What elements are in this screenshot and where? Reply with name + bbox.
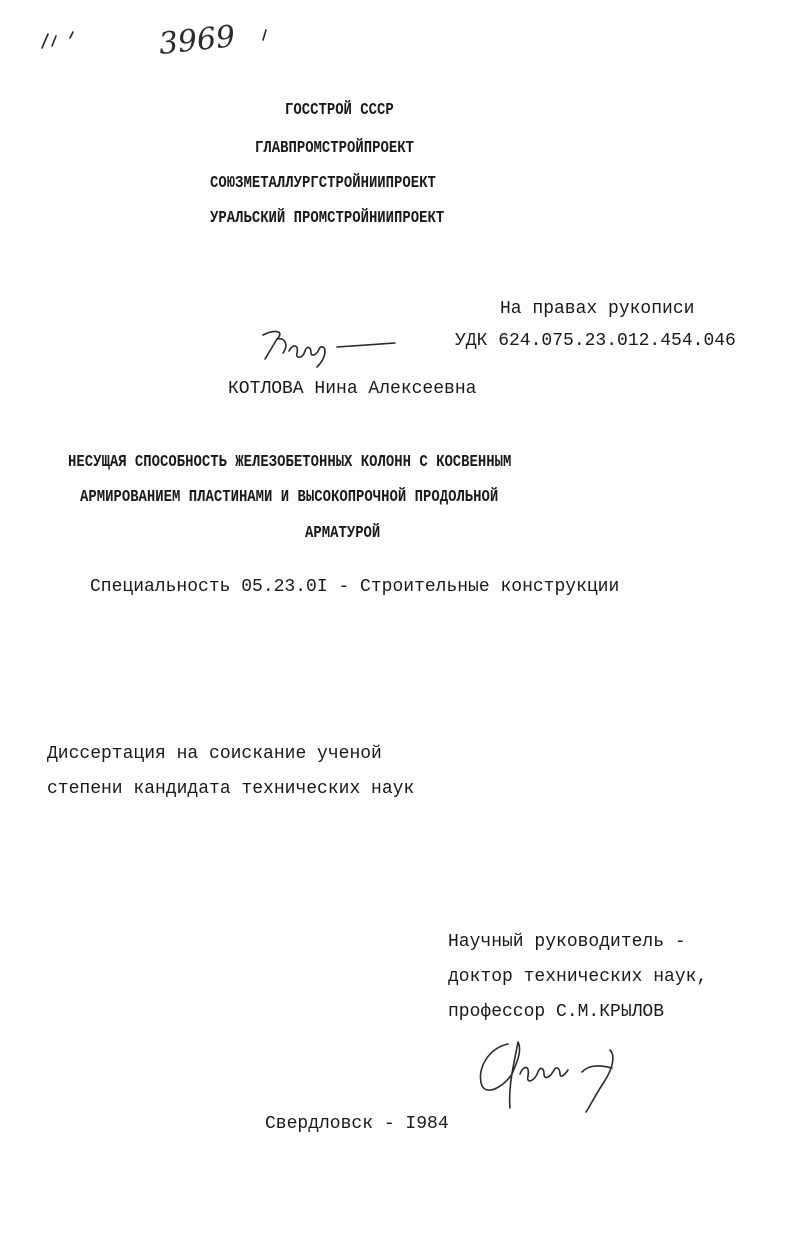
title-line: АРМИРОВАНИЕМ ПЛАСТИНАМИ И ВЫСОКОПРОЧНОЙ ПРОДОЛЬНОЙ bbox=[80, 488, 499, 507]
author-signature bbox=[255, 325, 405, 375]
archive-number-handwriting bbox=[30, 8, 290, 68]
supervisor-line: Научный руководитель - bbox=[448, 932, 686, 952]
org-line: УРАЛЬСКИЙ ПРОМСТРОЙНИИПРОЕКТ bbox=[210, 209, 445, 228]
author-name: КОТЛОВА Нина Алексеевна bbox=[228, 379, 477, 399]
title-line: НЕСУЩАЯ СПОСОБНОСТЬ ЖЕЛЕЗОБЕТОННЫХ КОЛОНН С КОСВЕННЫМ bbox=[68, 453, 512, 472]
dissertation-line: степени кандидата технических наук bbox=[47, 779, 415, 799]
supervisor-signature bbox=[470, 1030, 650, 1115]
org-line: ГОССТРОЙ СССР bbox=[285, 101, 394, 120]
title-line: АРМАТУРОЙ bbox=[305, 524, 381, 543]
manuscript-rights: На правах рукописи bbox=[500, 299, 695, 319]
supervisor-line: профессор С.М.КРЫЛОВ bbox=[448, 1002, 665, 1022]
org-line: СОЮЗМЕТАЛЛУРГСТРОЙНИИПРОЕКТ bbox=[210, 174, 436, 193]
udc-code: УДК 624.075.23.012.454.046 bbox=[455, 331, 736, 351]
supervisor-line: доктор технических наук, bbox=[448, 967, 708, 987]
org-line: ГЛАВПРОМСТРОЙПРОЕКТ bbox=[255, 139, 414, 158]
specialty: Специальность 05.23.0I - Строительные конструкции bbox=[90, 577, 620, 597]
place-year: Свердловск - I984 bbox=[265, 1114, 449, 1134]
dissertation-line: Диссертация на соискание ученой bbox=[47, 744, 382, 764]
archive-number: 3969 bbox=[157, 19, 237, 62]
